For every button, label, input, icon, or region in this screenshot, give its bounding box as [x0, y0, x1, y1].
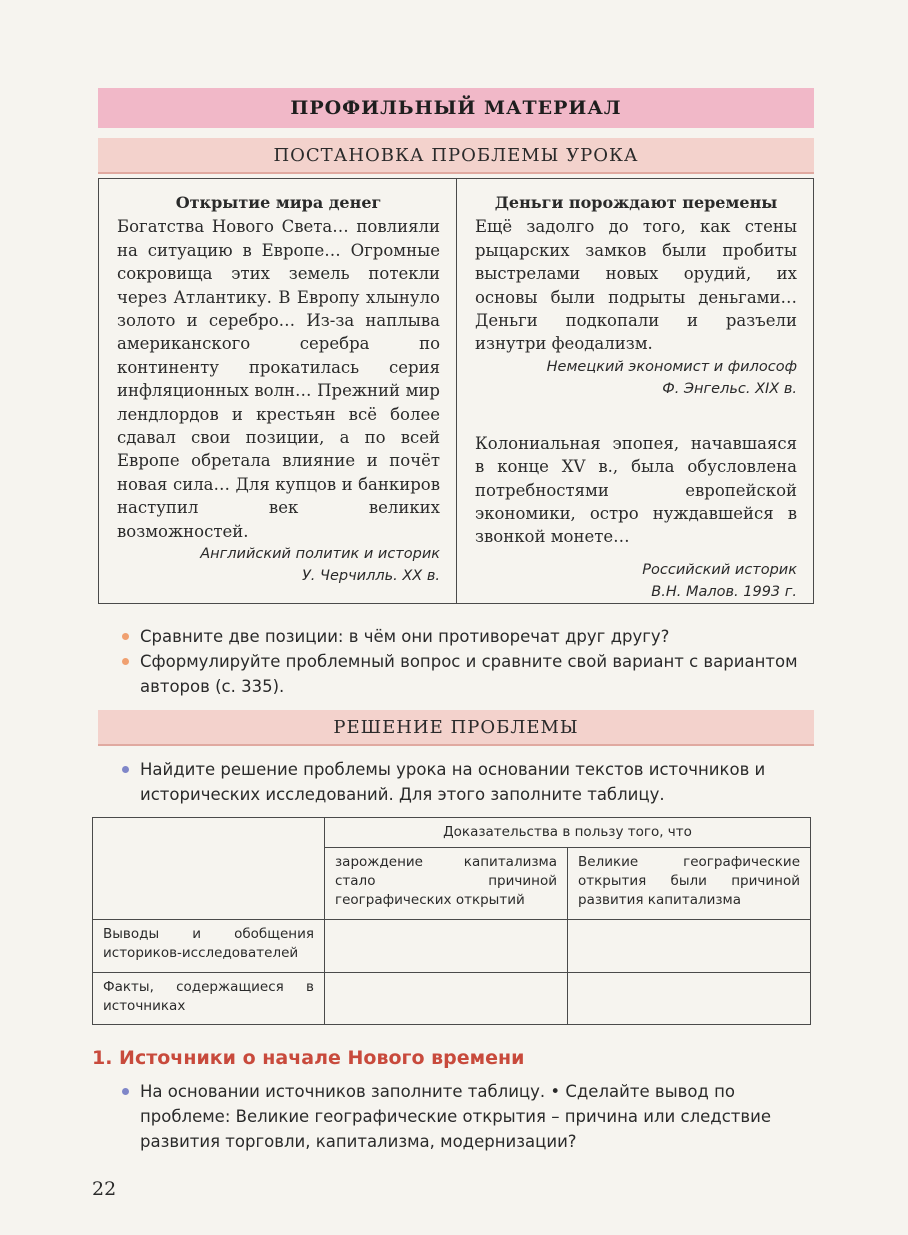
quote-churchill: [99, 179, 457, 603]
section-heading: 1. Источники о начале Нового времени: [92, 1047, 525, 1069]
quote-text-engels: Ещё задолго до того, как стены рыцарских замков были пробиты выстрелами новых орудий, их основы были подрыты деньгами… Деньги подкопали и разъели изнутри феодализм.: [475, 217, 797, 354]
quote-attribution-name: Ф. Энгельс. XIX в.: [662, 380, 797, 397]
table-column-capitalism-cause: зарождение капитализма стало причиной географических открытий: [325, 848, 568, 920]
quote-text-malov: Колониальная эпопея, начавшаяся в конце XV в., была обусловлена потребностями европейской экономики, остро нуждавшейся в звонкой монете…: [475, 433, 797, 547]
problem-setup-banner: ПОСТАНОВКА ПРОБЛЕМЫ УРОКА: [98, 138, 814, 174]
table-row-label-facts: Факты, содержащиеся в источниках: [93, 972, 325, 1024]
table-cell-empty[interactable]: [568, 972, 811, 1024]
quote-attribution-name: В.Н. Малов. 1993 г.: [651, 583, 797, 600]
bullet-icon: [122, 766, 129, 773]
profile-material-banner: ПРОФИЛЬНЫЙ МАТЕРИАЛ: [98, 88, 814, 128]
quote-attribution-role: Немецкий экономист и философ: [546, 358, 797, 375]
quote-attribution-role: Английский политик и историк: [200, 546, 440, 563]
table-row-label-conclusions: Выводы и обобщения историков-исследователей: [93, 920, 325, 972]
bullet-icon: [122, 633, 129, 640]
problem-solution-banner: РЕШЕНИЕ ПРОБЛЕМЫ: [98, 710, 814, 746]
page-number: 22: [92, 1178, 117, 1200]
table-corner-cell: [93, 818, 325, 920]
table-header: Доказательства в пользу того, что: [325, 818, 811, 848]
table-column-discoveries-cause: Великие географические открытия были причиной развития капитализма: [568, 848, 811, 920]
quote-title: Открытие мира денег: [175, 193, 382, 212]
table-cell-empty[interactable]: [325, 920, 568, 972]
table-cell-empty[interactable]: [325, 972, 568, 1024]
quote-text: Богатства Нового Света… повлияли на ситуацию в Европе… Огромные сокровища этих земель потекли через Атлантику. В Европу хлынуло золото и серебро… Из-за наплыва американского серебра по континенту прокатилась серия инфляционных волн… Прежний мир лендлордов и крестьян всё более сдавал свои позиции, а по всей Европе обретала влияние и почёт новая сила… Для купцов и банкиров наступил век великих возможностей.: [117, 217, 440, 541]
table-cell-empty[interactable]: [568, 920, 811, 972]
quote-column-right: [457, 179, 813, 603]
evidence-table: [92, 817, 811, 1025]
task-text: Сформулируйте проблемный вопрос и сравните свой вариант с вариантом авторов (с. 335).: [140, 652, 798, 696]
task-text: Найдите решение проблемы урока на основании текстов источников и исторических исследований. Для этого заполните таблицу.: [140, 760, 766, 804]
task-find: [140, 757, 820, 807]
bullet-icon: [122, 1088, 129, 1095]
bullet-icon: [122, 658, 129, 665]
quote-attribution-name: У. Черчилль. XX в.: [301, 568, 440, 585]
task-compare: [140, 624, 820, 649]
quote-title: Деньги порождают перемены: [494, 193, 778, 212]
task-text: На основании источников заполните таблицу. • Сделайте вывод по проблеме: Великие географические открытия – причина или следствие развития торговли, капитализма, модернизации?: [140, 1082, 771, 1151]
quote-attribution-role: Российский историк: [642, 561, 797, 578]
task-fill-table: [140, 1079, 820, 1154]
task-formulate: [140, 649, 820, 699]
task-text: Сравните две позиции: в чём они противоречат друг другу?: [140, 627, 670, 646]
quotes-box: [98, 178, 814, 604]
